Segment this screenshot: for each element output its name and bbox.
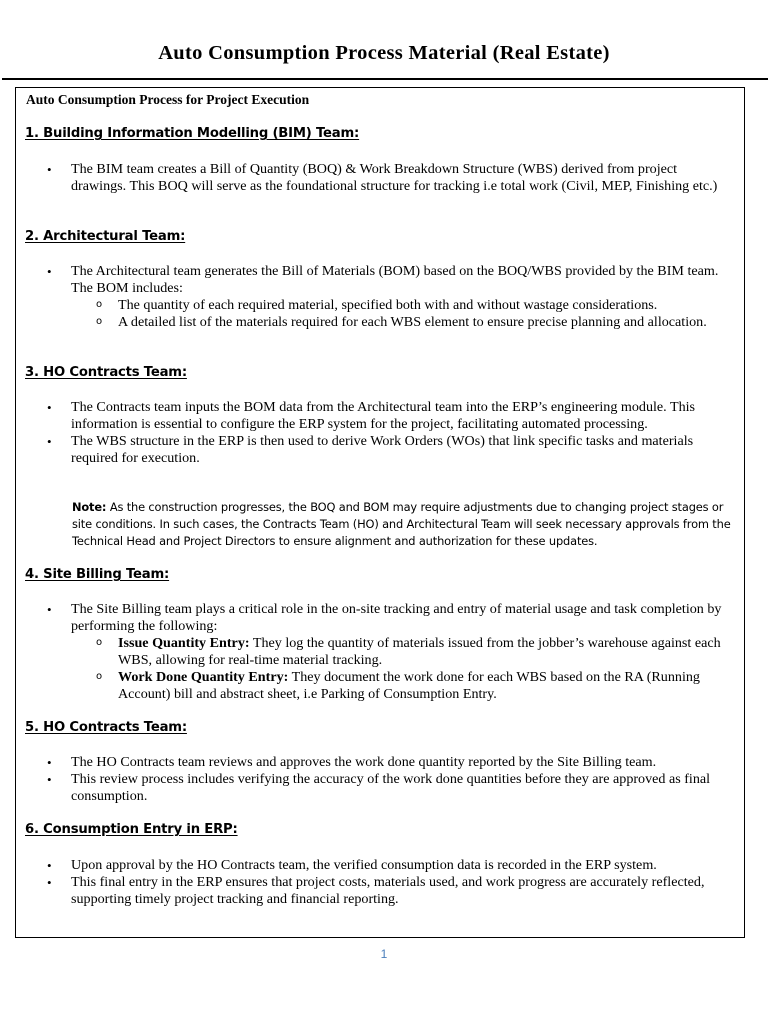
title-rule	[2, 78, 768, 80]
ho-review-bullet-list	[44, 754, 734, 805]
document-heading: Auto Consumption Process for Project Execution	[26, 92, 310, 107]
note-paragraph	[72, 499, 732, 549]
work-done-text: They document the work done for each WBS based on the RA (Running Account) bill and abstract sheet, i.e Parking of Consumption Entry.	[118, 669, 700, 702]
section-heading-ho-contracts: 3. HO Contracts Team:	[25, 365, 187, 380]
list-item: • This final entry in the ERP ensures that project costs, materials used, and work progress are accurately reflected, supporting timely project tracking and financial reporting.	[44, 874, 734, 908]
list-item: • The WBS structure in the ERP is then used to derive Work Orders (WOs) that link specific tasks and materials required for execution.	[44, 433, 734, 467]
section-heading-bim: 1. Building Information Modelling (BIM) Team:	[25, 126, 360, 141]
section-heading-architectural: 2. Architectural Team:	[25, 229, 186, 244]
list-item: • The Contracts team inputs the BOM data from the Architectural team into the ERP’s engineering module. This information is essential to configure the ERP system for the project, facilitating automated processing.	[44, 399, 734, 433]
issue-quantity-text: They log the quantity of materials issued from the jobber’s warehouse against each WBS, allowing for real-time material tracking.	[118, 635, 721, 668]
section-heading-consumption-entry: 6. Consumption Entry in ERP:	[25, 822, 238, 837]
sub-list-item: o A detailed list of the materials required for each WBS element to ensure precise planning and allocation.	[71, 314, 734, 331]
issue-quantity-label: Issue Quantity Entry:	[118, 635, 250, 651]
sub-list-item	[71, 669, 734, 703]
list-item-text: The Architectural team generates the Bill of Materials (BOM) based on the BOQ/WBS provided by the BIM team. The BOM includes:	[71, 263, 719, 296]
architectural-bullet-list	[44, 263, 734, 331]
note-label: Note:	[72, 500, 107, 514]
sub-list-item: o The quantity of each required material, specified both with and without wastage considerations.	[71, 297, 734, 314]
page-number: 1	[380, 947, 388, 961]
section-heading-site-billing: 4. Site Billing Team:	[25, 567, 170, 582]
page-title: Auto Consumption Process Material (Real Estate)	[158, 42, 610, 64]
list-item: • The HO Contracts team reviews and approves the work done quantity reported by the Site Billing team.	[44, 754, 734, 771]
list-item: • This review process includes verifying the accuracy of the work done quantities before they are approved as final consumption.	[44, 771, 734, 805]
bim-bullet-list	[44, 161, 734, 195]
ho-contracts-bullet-list	[44, 399, 734, 467]
site-billing-sub-list	[71, 635, 734, 703]
site-billing-bullet-list	[44, 601, 734, 703]
bom-sub-list	[71, 297, 734, 331]
list-item	[44, 263, 734, 331]
sub-list-item	[71, 635, 734, 669]
list-item	[44, 601, 734, 703]
note-text: As the construction progresses, the BOQ and BOM may require adjustments due to changing project stages or site conditions. In such cases, the Contracts Team (HO) and Architectural Team will seek necessary approvals from the Technical Head and Project Directors to ensure alignment and authorization for these updates.	[72, 500, 731, 548]
list-item: • Upon approval by the HO Contracts team, the verified consumption data is recorded in the ERP system.	[44, 857, 734, 874]
list-item-text: The Site Billing team plays a critical role in the on-site tracking and entry of material usage and task completion by performing the following:	[71, 601, 722, 634]
list-item: • The BIM team creates a Bill of Quantity (BOQ) & Work Breakdown Structure (WBS) derived from project drawings. This BOQ will serve as the foundational structure for tracking i.e total work (Civil, MEP, Finishing etc.)	[44, 161, 734, 195]
consumption-entry-bullet-list	[44, 857, 734, 908]
section-heading-ho-contracts-review: 5. HO Contracts Team:	[25, 720, 187, 735]
work-done-label: Work Done Quantity Entry:	[118, 669, 289, 685]
